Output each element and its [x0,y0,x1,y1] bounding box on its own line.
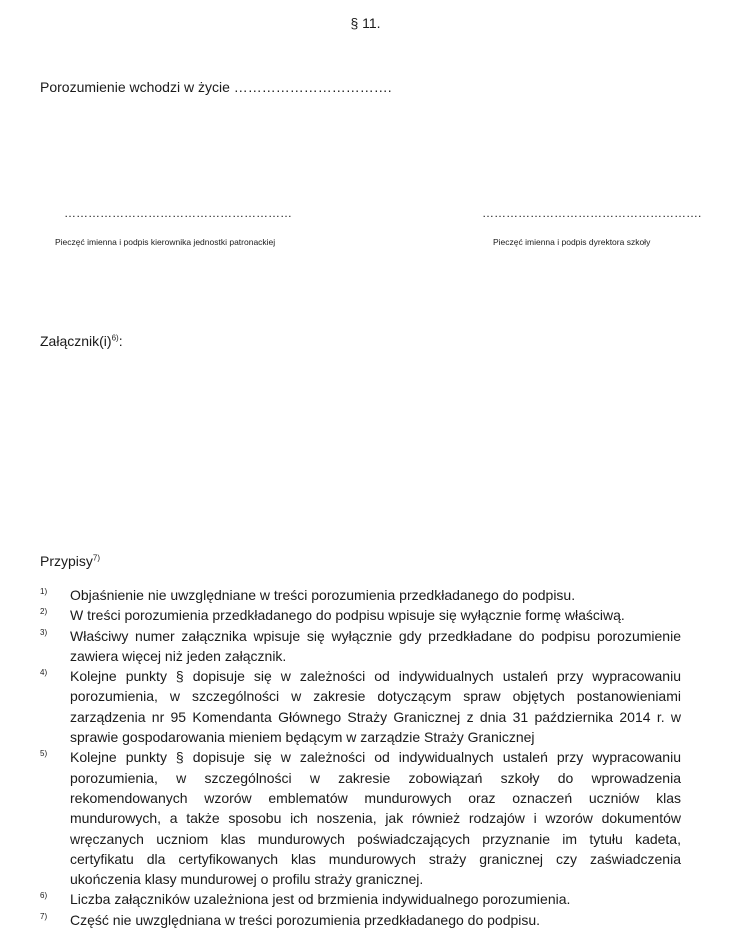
entry-into-force-line: Porozumienie wchodzi w życie ……………………………. [40,79,392,95]
footnote-item [40,910,681,930]
footnote-number: 1) [40,587,48,596]
attachments-label [40,333,123,349]
footnotes-list [40,585,681,930]
footnote-text: Kolejne punkty § dopisuje się w zależności od indywidualnych ustaleń przy wypracowaniu porozumienia, w szczególności w zakresie zobowiązań szkoły do wprowadzenia rekomendowanych wzorów emblematów mundurowych oraz oznaczeń uczniów klas mundurowych, a także sposobu ich noszenia, jak również rodzajów i wzorów dokumentów wręczanych uczniom klas mundurowych poświadczających przyznanie im tytułu kadeta, certyfikatu dla certyfikowanych klas mundurowych straży granicznej czy zaświadczenia ukończenia klasy mundurowej o profilu straży granicznej. [70,749,681,888]
signature-line-director: ………………………………………………. [482,206,702,220]
footnote-number: 3) [40,627,48,637]
footnotes-heading [40,553,100,569]
footnote-item [40,605,681,625]
footnote-text: Liczba załączników uzależniona jest od brzmienia indywidualnego porozumienia. [70,891,571,908]
footnote-text: Część nie uwzględniana w treści porozumienia przedkładanego do podpisu. [70,911,541,928]
footnote-item [40,747,681,889]
footnote-text: Objaśnienie nie uwzględniane w treści porozumienia przedkładanego do podpisu. [70,587,576,603]
footnote-text: W treści porozumienia przedkładanego do podpisu wpisuje się wyłącznie formę właściwą. [70,607,625,624]
attachments-colon: : [118,333,123,349]
attachments-text: Załącznik(i) [40,333,112,349]
signature-line-patron: ………………………………………………… [64,206,292,220]
footnotes-title-ref: 7) [92,553,101,563]
footnote-item [40,585,681,605]
signature-caption-patron: Pieczęć imienna i podpis kierownika jednostki patronackiej [55,237,276,247]
signature-caption-director: Pieczęć imienna i podpis dyrektora szkoły [493,237,651,247]
footnote-number: 5) [40,749,48,759]
footnote-number: 2) [40,607,48,617]
footnote-number: 7) [40,911,48,921]
footnote-item [40,889,681,909]
footnote-item [40,626,681,667]
footnote-item [40,666,681,747]
footnote-text: Kolejne punkty § dopisuje się w zależności od indywidualnych ustaleń przy wypracowaniu porozumienia, w szczególności w zakresie dotyczącym spraw objętych postanowieniami zarządzenia nr 95 Komendanta Głównego Straży Granicznej z dnia 31 października 2014 r. w sprawie gospodarowania mieniem będącym w zarządzie Straży Granicznej [70,668,681,746]
footnote-text: Właściwy numer załącznika wpisuje się wyłącznie gdy przedkładane do podpisu porozumienie zawiera więcej niż jeden załącznik. [70,627,681,664]
attachments-footnote-ref: 6) [111,333,119,343]
footnote-number: 4) [40,668,48,678]
footnotes-title-text: Przypisy [40,553,93,569]
footnote-number: 6) [40,891,48,901]
section-heading: § 11. [350,15,381,31]
